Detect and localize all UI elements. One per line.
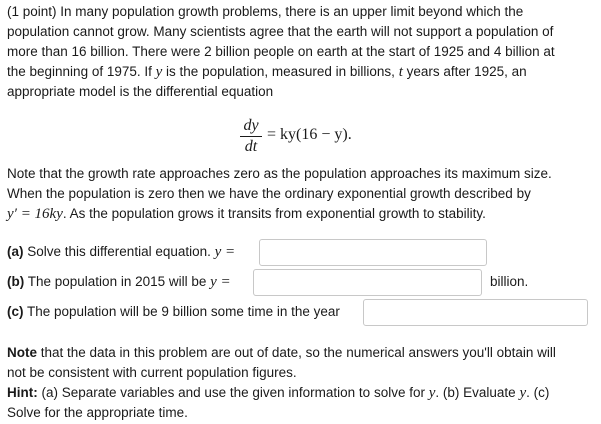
fraction-denominator: dt	[244, 138, 258, 155]
intro-line-1: (1 point) In many population growth problems, there is an upper limit beyond which the	[7, 4, 524, 19]
fraction-bar	[240, 136, 262, 137]
intro-line-3: more than 16 billion. There were 2 billion people on earth at the start of 1925 and 4 billion at	[7, 44, 555, 59]
part-c-label: (c) The population will be 9 billion some time in the year	[7, 304, 340, 319]
intro-line-2: population cannot grow. Many scientists agree that the earth will not support a population of	[7, 24, 554, 39]
note-line-3: y′ = 16ky. As the population grows it transits from exponential growth to stability.	[7, 206, 486, 222]
intro-line-4: the beginning of 1975. If y is the population, measured in billions, t years after 1925, an	[7, 64, 527, 80]
hint-line-2: Solve for the appropriate time.	[7, 405, 188, 420]
var-t: t	[398, 64, 403, 80]
note2-line-1: Note that the data in this problem are out of date, so the numerical answers you'll obtain will	[7, 345, 556, 360]
derivative-fraction	[240, 117, 262, 156]
note-line-2: When the population is zero then we have the ordinary exponential growth described by	[7, 186, 531, 201]
var-y: y	[155, 64, 163, 80]
points-label: (1 point)	[7, 4, 57, 19]
note2-line-2: not be consistent with current population figures.	[7, 365, 297, 380]
exp-growth-equation: y′ = 16ky	[7, 206, 63, 222]
hint-line-1: Hint: (a) Separate variables and use the given information to solve for y. (b) Evaluate y. (c)	[7, 385, 550, 401]
equation-rhs: = ky(16 − y).	[267, 126, 352, 143]
fraction-numerator: dy	[243, 117, 259, 134]
note-line-1: Note that the growth rate approaches zero as the population approaches its maximum size.	[7, 166, 552, 181]
hint-paragraph	[7, 383, 595, 423]
answer-c-input[interactable]	[363, 299, 588, 326]
note-paragraph	[7, 164, 595, 224]
intro-line-5: appropriate model is the differential equation	[7, 84, 274, 99]
intro-paragraph	[7, 2, 595, 102]
note2-paragraph	[7, 343, 595, 383]
answer-b-input[interactable]	[253, 269, 482, 296]
answer-a-input[interactable]	[259, 239, 487, 266]
part-b-label: (b) The population in 2015 will be y =	[7, 274, 231, 290]
differential-equation	[0, 117, 601, 157]
part-a-label: (a) Solve this differential equation. y =	[7, 244, 236, 260]
billion-unit-label: billion.	[490, 274, 529, 289]
